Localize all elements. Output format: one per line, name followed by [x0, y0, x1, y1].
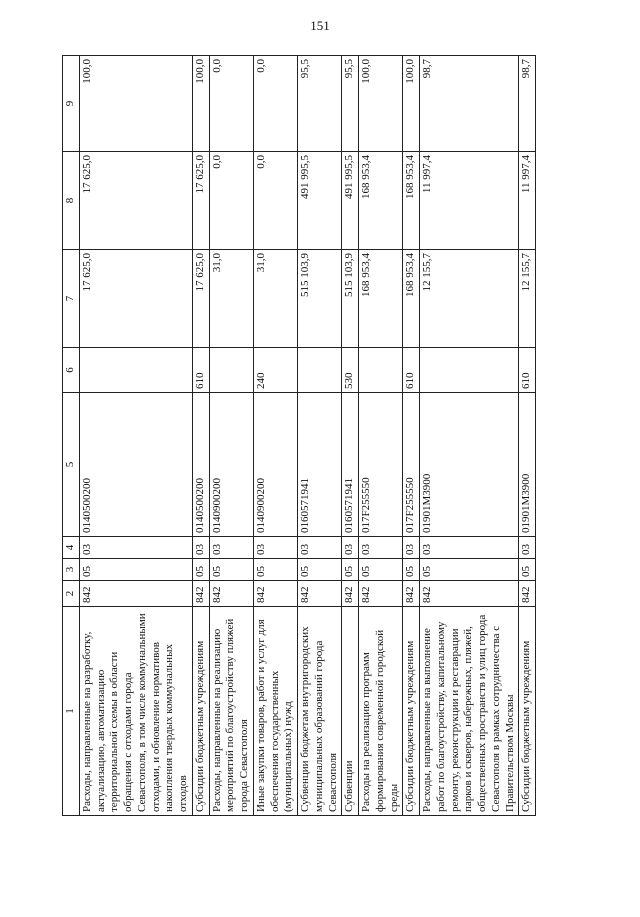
- table-cell: 01901М3900: [420, 393, 519, 537]
- header-row: [63, 56, 80, 816]
- table-cell: 98,7: [420, 56, 519, 152]
- table-row: [519, 56, 536, 816]
- header-cell: 1: [63, 607, 80, 816]
- table-cell: 0140900200: [253, 393, 297, 537]
- table-cell: 98,7: [519, 56, 536, 152]
- table-cell: 0140500200: [192, 393, 209, 537]
- table-cell: 17 625,0: [79, 152, 192, 250]
- table-cell: 842: [342, 581, 359, 607]
- table-cell: 530: [342, 348, 359, 393]
- table-cell: 31,0: [253, 250, 297, 348]
- table-cell: [209, 348, 253, 393]
- table-cell: 03: [420, 537, 519, 559]
- table-cell: 0140500200: [79, 393, 192, 537]
- table-cell: 240: [253, 348, 297, 393]
- table-row: [403, 56, 420, 816]
- table-cell: 842: [519, 581, 536, 607]
- row-description: Расходы на реализацию программ формирования современной городской среды: [359, 607, 403, 816]
- header-cell: 4: [63, 537, 80, 559]
- table-cell: 12 155,7: [519, 250, 536, 348]
- table-cell: 842: [192, 581, 209, 607]
- row-description: Расходы, направленные на разработку, актуализацию, автоматизацию территориальной схемы в области обращения с отходами города Севастополя, в том числе коммунальными отходами, и обновление нормативов накопления твердых коммунальных отходов: [79, 607, 192, 816]
- header-cell: 8: [63, 152, 80, 250]
- table-cell: 95,5: [298, 56, 342, 152]
- table-cell: 05: [359, 559, 403, 581]
- table-cell: 03: [253, 537, 297, 559]
- header-cell: 6: [63, 348, 80, 393]
- header-cell: 9: [63, 56, 80, 152]
- table-cell: 100,0: [192, 56, 209, 152]
- header-cell: 5: [63, 393, 80, 537]
- table-cell: 05: [209, 559, 253, 581]
- table-cell: 842: [298, 581, 342, 607]
- table-cell: 0,0: [253, 56, 297, 152]
- table-cell: 03: [192, 537, 209, 559]
- row-description: Субсидии бюджетным учреждениям: [403, 607, 420, 816]
- table-row: [298, 56, 342, 816]
- table-cell: 95,5: [342, 56, 359, 152]
- table-cell: 842: [403, 581, 420, 607]
- table-cell: 12 155,7: [420, 250, 519, 348]
- table-body: [79, 56, 535, 816]
- table-cell: [420, 348, 519, 393]
- table-cell: 0160571941: [298, 393, 342, 537]
- table-cell: 17 625,0: [192, 152, 209, 250]
- row-description: Субвенции: [342, 607, 359, 816]
- table-cell: 491 995,5: [298, 152, 342, 250]
- table-cell: 31,0: [209, 250, 253, 348]
- table-row: [342, 56, 359, 816]
- table-cell: 515 103,9: [342, 250, 359, 348]
- table-cell: 842: [209, 581, 253, 607]
- table-cell: 05: [420, 559, 519, 581]
- table-row: [192, 56, 209, 816]
- table-cell: 842: [79, 581, 192, 607]
- table-cell: 017F255550: [403, 393, 420, 537]
- table-cell: 168 953,4: [403, 250, 420, 348]
- table-cell: 0,0: [209, 152, 253, 250]
- header-cell: 3: [63, 559, 80, 581]
- table-row: [359, 56, 403, 816]
- table-cell: 05: [519, 559, 536, 581]
- table-cell: 0,0: [209, 56, 253, 152]
- table-cell: [79, 348, 192, 393]
- table-cell: 05: [192, 559, 209, 581]
- table-cell: 491 995,5: [342, 152, 359, 250]
- table-cell: 100,0: [79, 56, 192, 152]
- page-number: 151: [310, 18, 330, 33]
- table-cell: 842: [420, 581, 519, 607]
- table-cell: 610: [403, 348, 420, 393]
- row-description: Субвенции бюджетам внутригородских муниципальных образований города Севастополя: [298, 607, 342, 816]
- row-description: Расходы, направленные на выполнение работ по благоустройству, капитальному ремонту, реконструкции и реставрации парков и скверов, набережных, пляжей, общественных пространств и улиц города Севастополя в рамках сотрудничества с Правительством Москвы: [420, 607, 519, 816]
- table-cell: 17 625,0: [79, 250, 192, 348]
- table-cell: 515 103,9: [298, 250, 342, 348]
- table-cell: 610: [519, 348, 536, 393]
- table-row: [209, 56, 253, 816]
- table-cell: 100,0: [359, 56, 403, 152]
- table-cell: 168 953,4: [403, 152, 420, 250]
- table-cell: 0160571941: [342, 393, 359, 537]
- budget-table: [62, 55, 536, 816]
- row-description: Расходы, направленные на реализацию мероприятий по благоустройству пляжей города Севастополя: [209, 607, 253, 816]
- table-cell: 168 953,4: [359, 250, 403, 348]
- table-cell: 0140900200: [209, 393, 253, 537]
- table-cell: 03: [342, 537, 359, 559]
- table-cell: 168 953,4: [359, 152, 403, 250]
- table-cell: 05: [79, 559, 192, 581]
- row-description: Субсидии бюджетным учреждениям: [519, 607, 536, 816]
- row-description: Субсидии бюджетным учреждениям: [192, 607, 209, 816]
- table-cell: 11 997,4: [420, 152, 519, 250]
- header-cell: 2: [63, 581, 80, 607]
- table-cell: 03: [359, 537, 403, 559]
- table-cell: 11 997,4: [519, 152, 536, 250]
- row-description: Иные закупки товаров, работ и услуг для обеспечения государственных (муниципальных) нужд: [253, 607, 297, 816]
- table-cell: 03: [403, 537, 420, 559]
- table-cell: 100,0: [403, 56, 420, 152]
- table-cell: 03: [298, 537, 342, 559]
- table-cell: 0,0: [253, 152, 297, 250]
- table-cell: [359, 348, 403, 393]
- table-cell: 017F255550: [359, 393, 403, 537]
- table-row: [420, 56, 519, 816]
- table-cell: 03: [79, 537, 192, 559]
- table-cell: 01901М3900: [519, 393, 536, 537]
- rotated-table-container: [62, 56, 560, 816]
- table-cell: 05: [342, 559, 359, 581]
- table-cell: 842: [359, 581, 403, 607]
- table-cell: 05: [253, 559, 297, 581]
- table-cell: [298, 348, 342, 393]
- table-row: [253, 56, 297, 816]
- table-cell: 03: [519, 537, 536, 559]
- table-row: [79, 56, 192, 816]
- table-cell: 610: [192, 348, 209, 393]
- header-cell: 7: [63, 250, 80, 348]
- table-cell: 05: [403, 559, 420, 581]
- table-cell: 17 625,0: [192, 250, 209, 348]
- table-cell: 842: [253, 581, 297, 607]
- table-cell: 03: [209, 537, 253, 559]
- table-cell: 05: [298, 559, 342, 581]
